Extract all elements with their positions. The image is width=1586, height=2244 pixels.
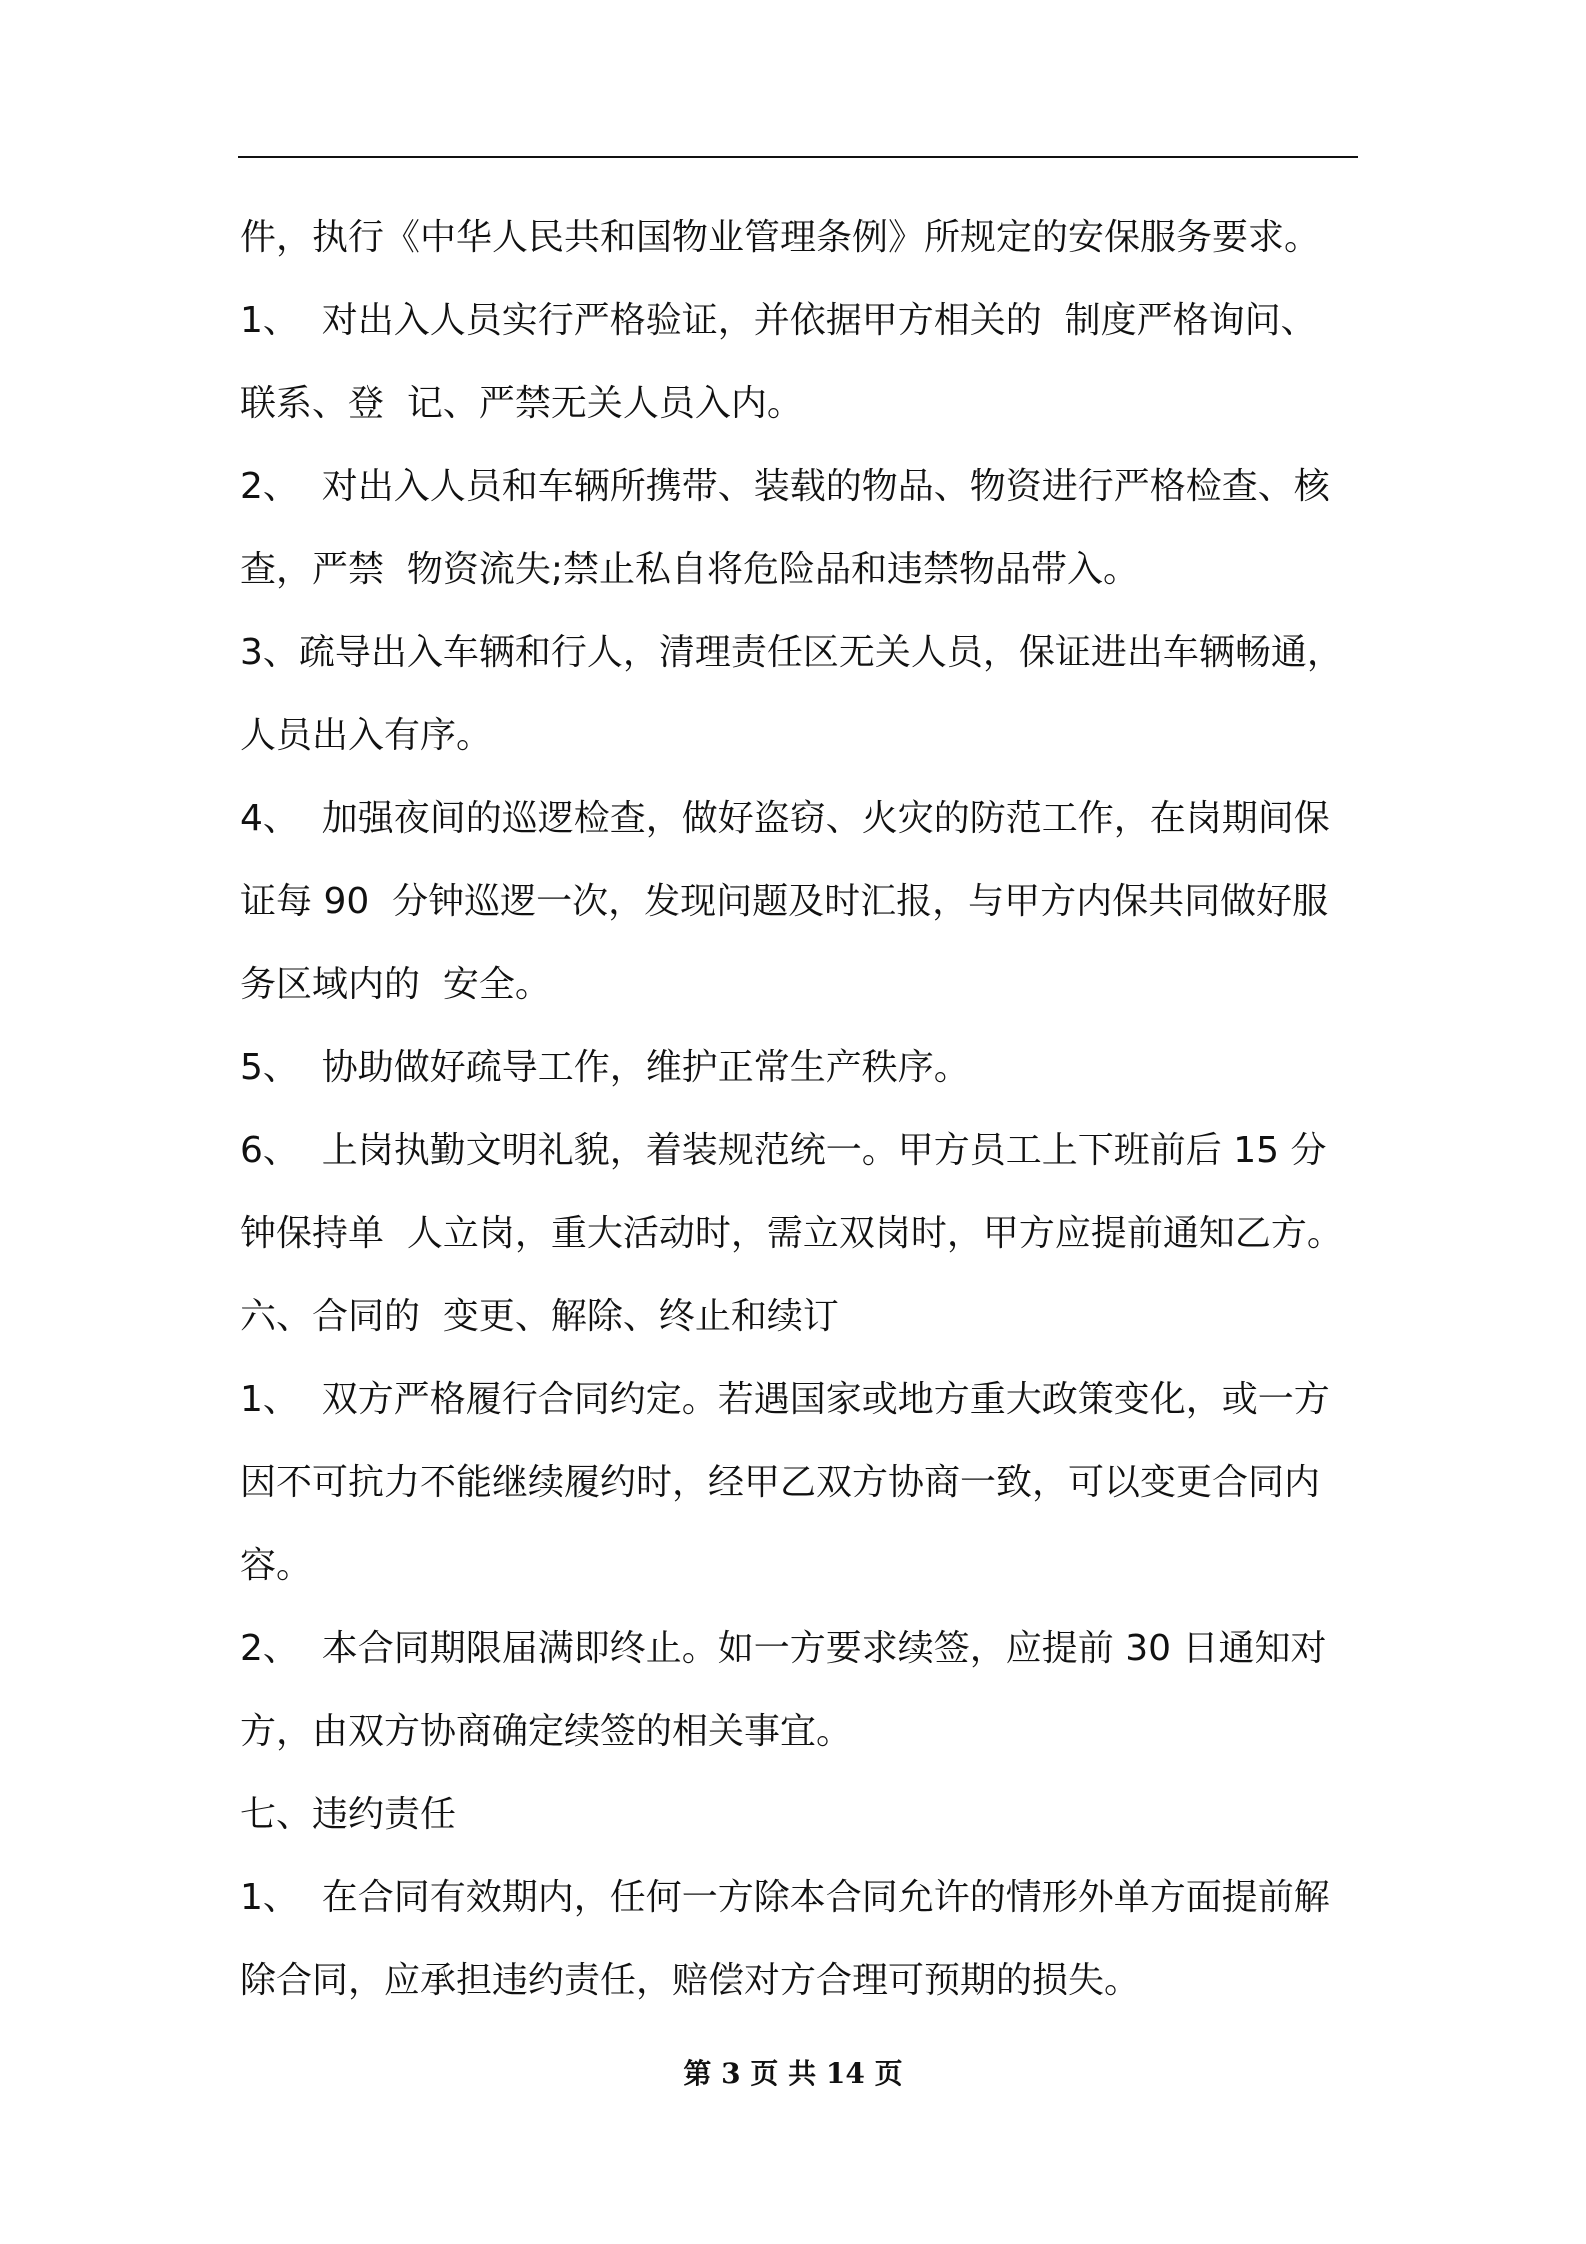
text-line: 因不可抗力不能继续履约时，经甲乙双方协商一致，可以变更合同内 — [240, 1462, 1321, 1503]
text-line: 5、 协助做好疏导工作，维护正常生产秩序。 — [240, 1047, 970, 1088]
text-line: 1、 在合同有效期内，任何一方除本合同允许的情形外单方面提前解 — [240, 1877, 1330, 1918]
text-line: 1、 双方严格履行合同约定。若遇国家或地方重大政策变化，或一方 — [240, 1379, 1330, 1420]
text-line: 联系、登 记、严禁无关人员入内。 — [240, 383, 803, 424]
section-heading: 六、合同的 变更、解除、终止和续订 — [240, 1296, 839, 1337]
text-line: 证每 90 分钟巡逻一次，发现问题及时汇报，与甲方内保共同做好服 — [240, 881, 1329, 922]
header-rule — [238, 156, 1358, 158]
text-line: 件，执行《中华人民共和国物业管理条例》所规定的安保服务要求。 — [240, 217, 1321, 258]
text-line: 除合同，应承担违约责任，赔偿对方合理可预期的损失。 — [240, 1960, 1141, 2001]
text-line: 1、 对出入人员实行严格验证，并依据甲方相关的 制度严格询问、 — [240, 300, 1317, 341]
text-line: 2、 对出入人员和车辆所携带、装载的物品、物资进行严格检查、核 — [240, 466, 1330, 507]
text-line: 2、 本合同期限届满即终止。如一方要求续签，应提前 30 日通知对 — [240, 1628, 1327, 1669]
text-line: 方，由双方协商确定续签的相关事宜。 — [240, 1711, 853, 1752]
text-line: 人员出入有序。 — [240, 715, 493, 756]
page-number: 第 3 页 共 14 页 — [683, 2057, 903, 2090]
section-heading: 七、违约责任 — [240, 1794, 457, 1835]
document-body — [240, 196, 1370, 2022]
text-line: 6、 上岗执勤文明礼貌，着装规范统一。甲方员工上下班前后 15 分 — [240, 1130, 1327, 1171]
text-line: 4、 加强夜间的巡逻检查，做好盗窃、火灾的防范工作，在岗期间保 — [240, 798, 1330, 839]
text-line: 容。 — [240, 1545, 313, 1586]
text-line: 务区域内的 安全。 — [240, 964, 551, 1005]
text-line: 查，严禁 物资流失;禁止私自将危险品和违禁物品带入。 — [240, 549, 1140, 590]
text-line: 3、疏导出入车辆和行人，清理责任区无关人员，保证进出车辆畅通， — [240, 632, 1343, 673]
text-line: 钟保持单 人立岗，重大活动时，需立双岗时，甲方应提前通知乙方。 — [240, 1213, 1343, 1254]
